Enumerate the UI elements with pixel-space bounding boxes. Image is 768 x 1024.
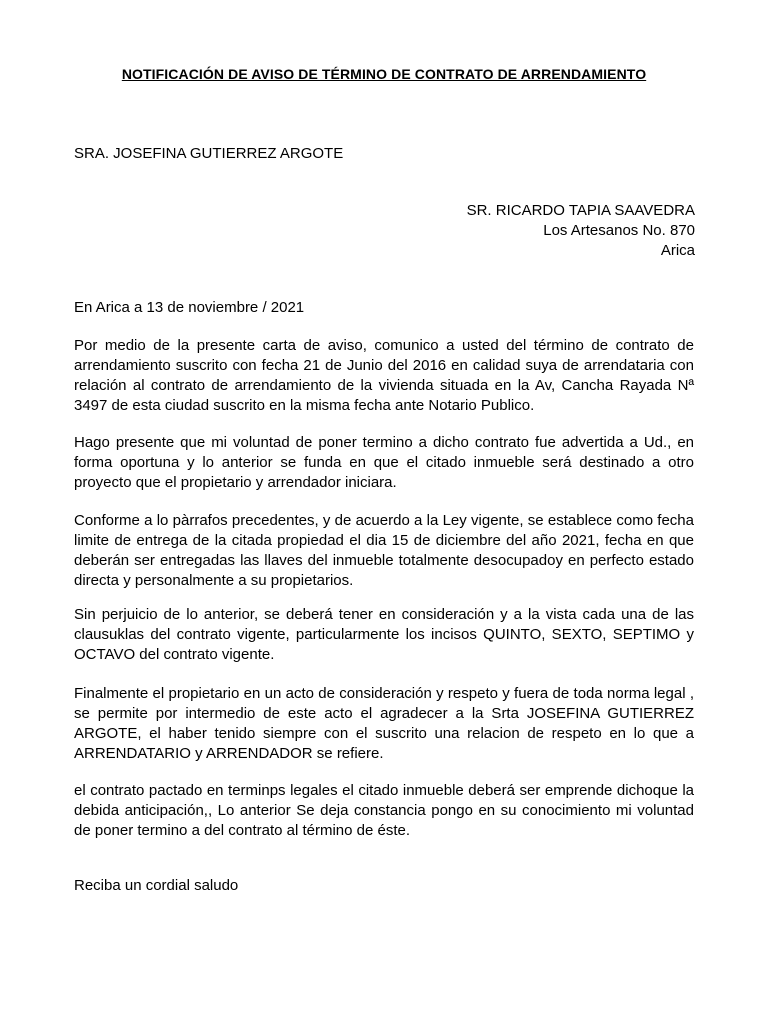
paragraph-deadline: Conforme a lo pàrrafos precedentes, y de acuerdo a la Ley vigente, se establece como fecha limite de entrega de la citada propiedad el dia 15 de diciembre del año 2021, fecha en que deberán ser entregadas las llaves del inmueble totalmente desocupadoy en perfecto estado directa y personalmente a su propietarios.: [74, 512, 694, 589]
paragraph-clauses: Sin perjuicio de lo anterior, se deberá tener en consideración y a la vista cada una de las clausuklas del contrato vigente, particularmente los incisos QUINTO, SEXTO, SEPTIMO y OCTAVO del contrato vigente.: [74, 606, 694, 663]
paragraph-reason: Hago presente que mi voluntad de poner termino a dicho contrato fue advertida a Ud., en forma oportuna y lo anterior se funda en que el citado inmueble será destinado a otro proyecto que el propietario y arrendador iniciara.: [74, 434, 694, 491]
closing-line: Reciba un cordial saludo: [74, 877, 239, 894]
sender-block: [467, 201, 695, 261]
paragraph-thanks: Finalmente el propietario en un acto de consideración y respeto y fuera de toda norma legal , se permite por intermedio de este acto el agradecer a la Srta JOSEFINA GUTIERREZ ARGOTE, el haber tenido siempre con el suscrito una relacion de respeto en lo que a ARRENDATARIO y ARRENDADOR se refiere.: [74, 685, 694, 762]
sender-city: Arica: [660, 242, 695, 259]
document-title: NOTIFICACIÓN DE AVISO DE TÉRMINO DE CONTRATO DE ARRENDAMIENTO: [121, 66, 647, 82]
recipient-name: SRA. JOSEFINA GUTIERREZ ARGOTE: [74, 145, 344, 162]
paragraph-final: el contrato pactado en terminps legales el citado inmueble deberá ser emprende dichoque la debida anticipación,, Lo anterior Se deja constancia pongo en su conocimiento mi voluntad de poner termino a del contrato al término de éste.: [74, 782, 694, 839]
date-line: En Arica a 13 de noviembre / 2021: [74, 299, 305, 316]
sender-address: Los Artesanos No. 870: [543, 222, 695, 239]
paragraph-notice: Por medio de la presente carta de aviso, comunico a usted del término de contrato de arrendamiento suscrito con fecha 21 de Junio del 2016 en calidad suya de arrendataria con relación al contrato de arrendamiento de la vivienda situada en la Av, Cancha Rayada Nª 3497 de esta ciudad suscrito en la misma fecha ante Notario Publico.: [74, 337, 694, 414]
sender-name: SR. RICARDO TAPIA SAAVEDRA: [466, 202, 695, 219]
